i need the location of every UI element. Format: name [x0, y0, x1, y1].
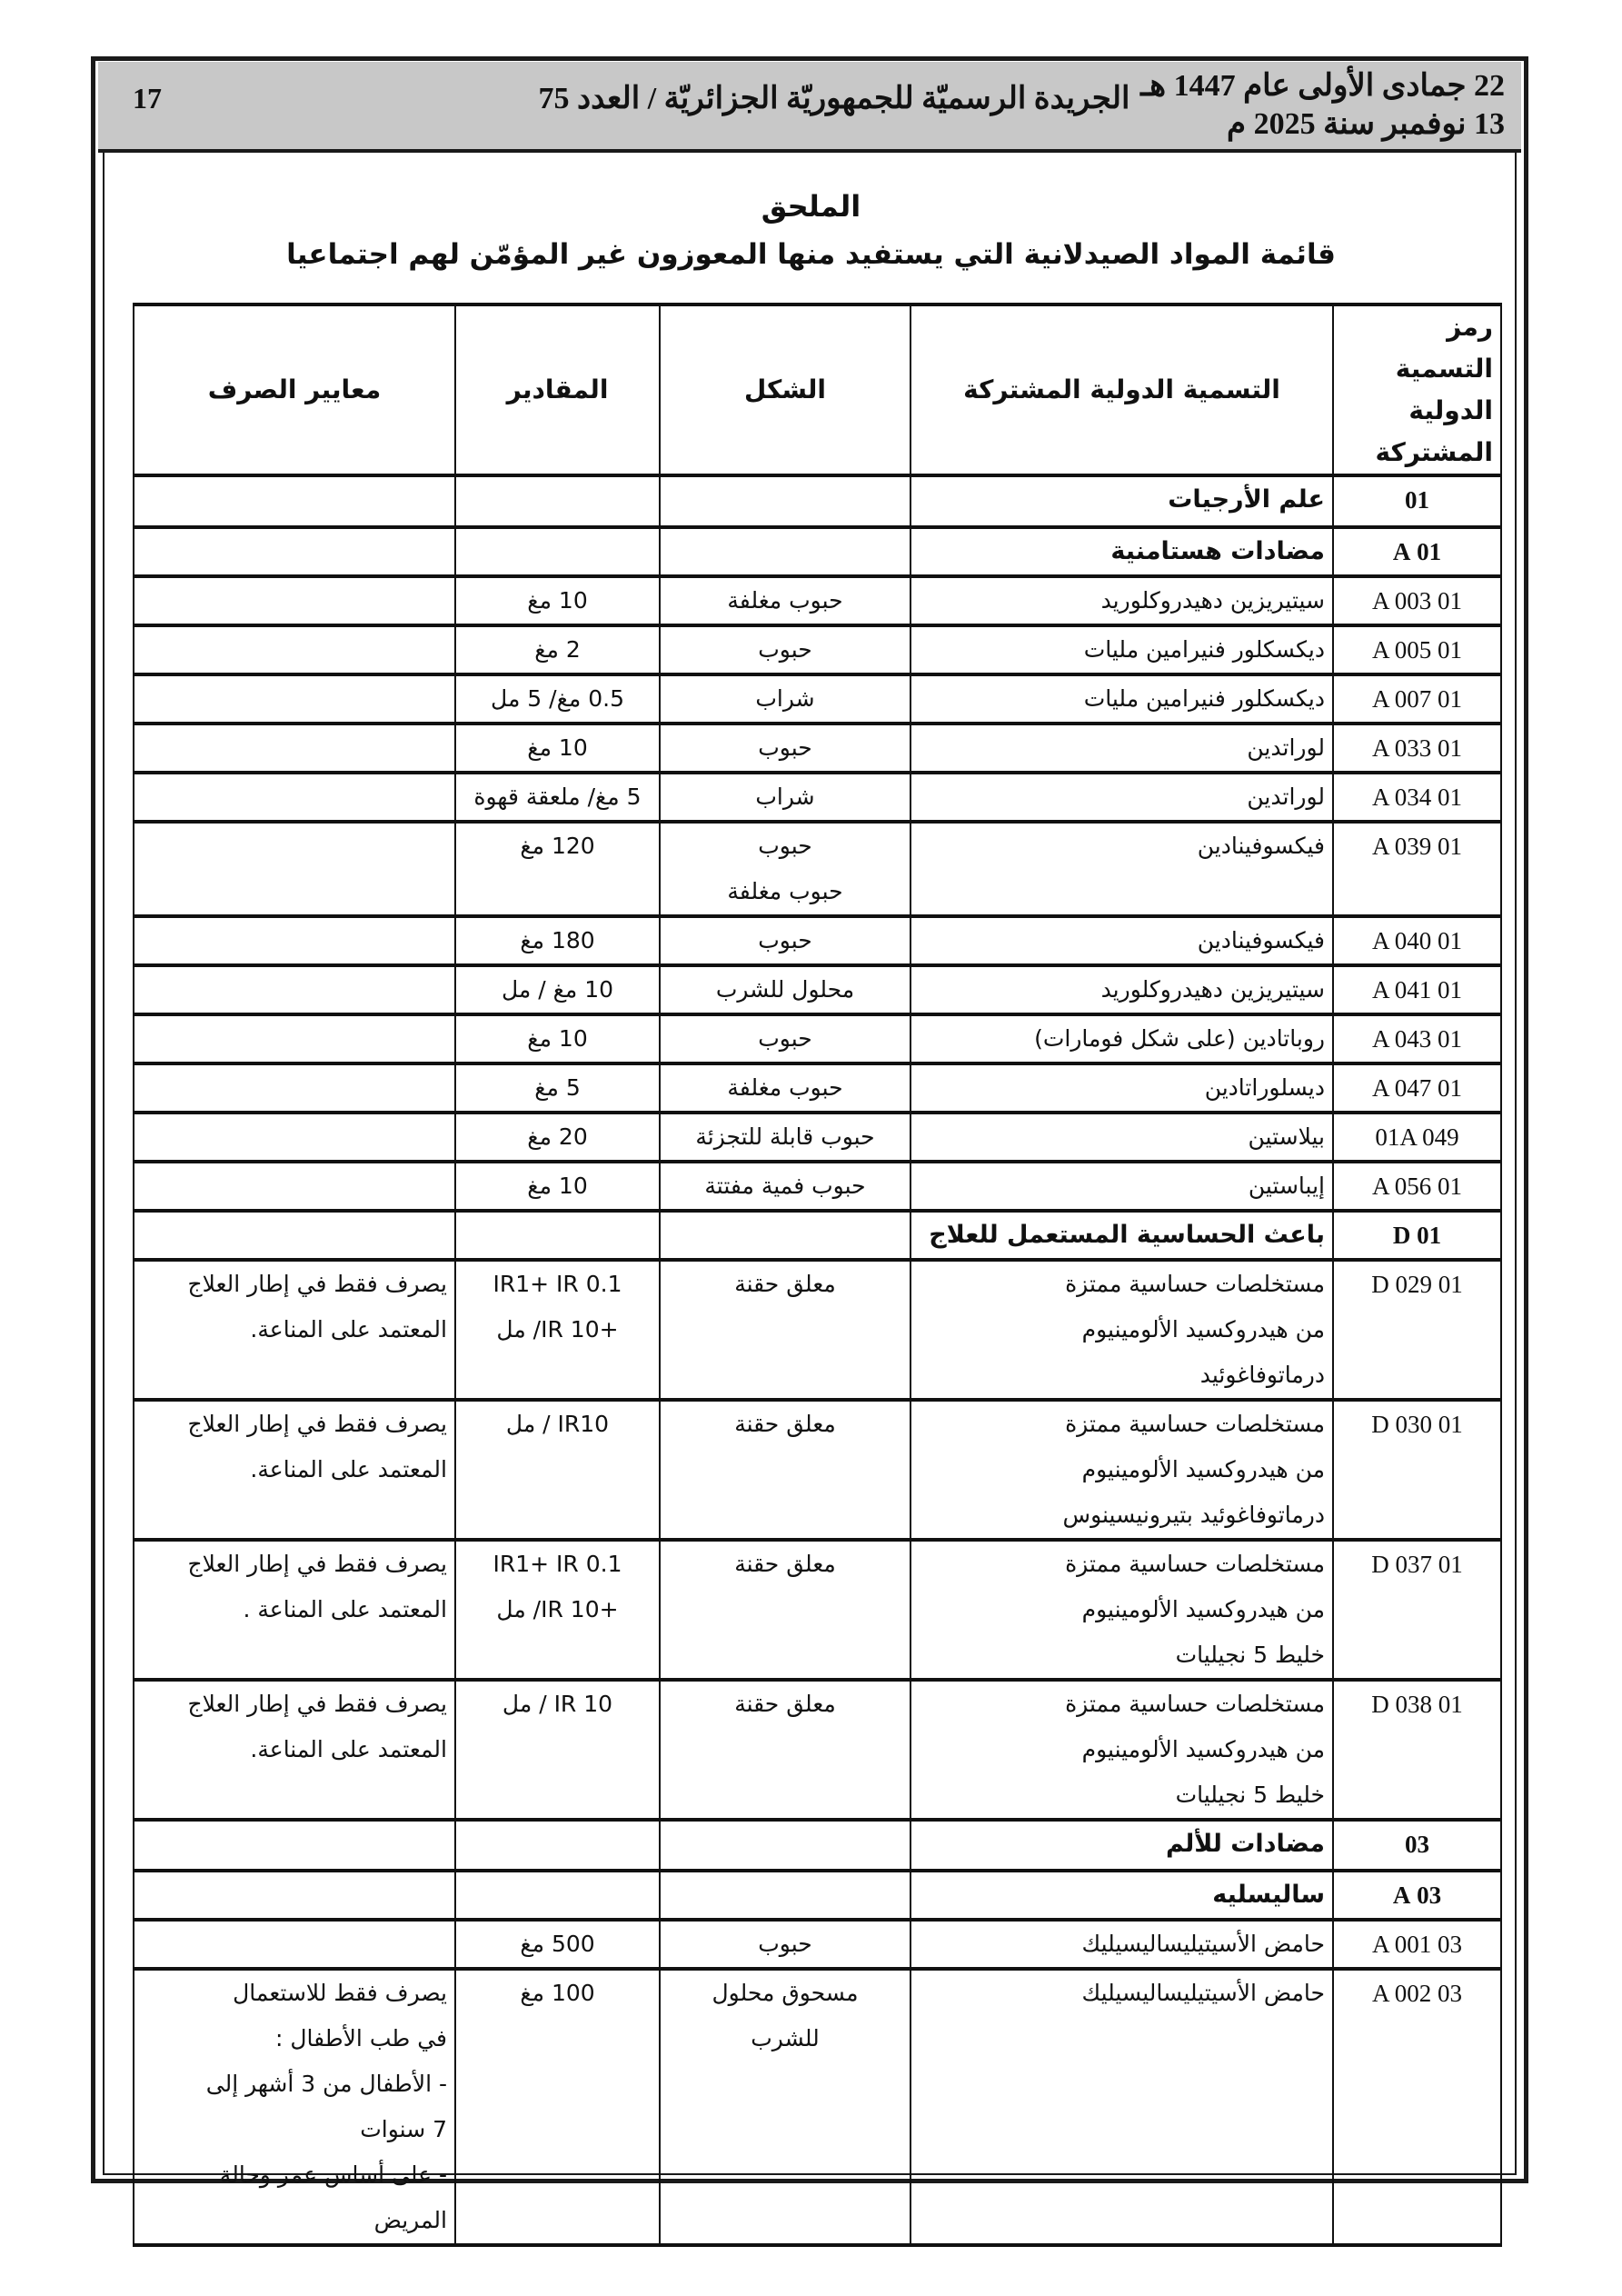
cell-code: 01 D [1333, 1211, 1501, 1260]
cell-form [660, 1820, 911, 1871]
table-row [134, 724, 1501, 773]
cell-dose [455, 527, 660, 576]
cell-code: 01 A 005 [1333, 625, 1501, 674]
cell-name [911, 773, 1333, 822]
cell-form-line: حبوب قابلة للتجزئة [695, 1123, 875, 1150]
table-row [134, 576, 1501, 625]
cell-criteria-line: يصرف فقط في إطار العلاج [187, 1551, 447, 1577]
cell-criteria-line: المريض [373, 2207, 447, 2233]
table-row [134, 625, 1501, 674]
cell-dose-line: 2 مغ [534, 636, 581, 663]
list-title: قائمة المواد الصيدلانية التي يستفيد منها المعوزون غير المؤمّن لهم اجتماعيا [286, 238, 1336, 271]
cell-name [911, 1014, 1333, 1063]
cell-form-line: شراب [755, 784, 815, 810]
cell-name-line: فيكسوفينادين [1197, 927, 1325, 953]
cell-dose-line: 10 مغ / مل [501, 976, 614, 1003]
section-row [134, 1211, 1501, 1260]
cell-dose [455, 1400, 660, 1540]
cell-form [660, 1540, 911, 1680]
cell-code: 01 A 056 [1333, 1162, 1501, 1211]
cell-code: 03 A [1333, 1871, 1501, 1920]
cell-name-line: درماتوفاغوئيد [1199, 1362, 1325, 1388]
cell-name [911, 576, 1333, 625]
cell-name-line: ديكسكلور فنيرامين مليات [1083, 685, 1325, 712]
cell-criteria [134, 576, 455, 625]
cell-dose [455, 1211, 660, 1260]
cell-code: 01 D 029 [1333, 1260, 1501, 1400]
cell-form [660, 475, 911, 527]
cell-criteria [134, 773, 455, 822]
cell-dose [455, 965, 660, 1014]
cell-name-line: باعث الحساسية المستعمل للعلاج [929, 1221, 1325, 1249]
cell-form-line: حبوب [758, 833, 812, 859]
cell-name-line: لوراتدين [1247, 784, 1325, 810]
cell-criteria [134, 1920, 455, 1969]
cell-name-line: مستخلصات حساسية ممتزة [1065, 1551, 1325, 1577]
cell-criteria [134, 1871, 455, 1920]
cell-form-line: محلول للشرب [715, 976, 855, 1003]
cell-form-line: حبوب [758, 1025, 812, 1052]
cell-form-line: حبوب مغلفة [727, 1074, 843, 1101]
cell-dose [455, 916, 660, 965]
cell-form [660, 1871, 911, 1920]
cell-criteria [134, 1260, 455, 1400]
cell-name-line: مستخلصات حساسية ممتزة [1065, 1271, 1325, 1297]
cell-name-line: من هيدروكسيد الألومينيوم [1081, 1456, 1325, 1482]
cell-name-line: بيلاستين [1248, 1123, 1325, 1150]
cell-code: 01 A [1333, 527, 1501, 576]
cell-dose [455, 1820, 660, 1871]
cell-dose [455, 1871, 660, 1920]
cell-criteria-line: يصرف فقط في إطار العلاج [187, 1411, 447, 1437]
cell-code: 03 A 002 [1333, 1969, 1501, 2245]
cell-code: 01 A 034 [1333, 773, 1501, 822]
cell-criteria-line: - على أساس عمر وحالة [219, 2161, 447, 2188]
cell-criteria [134, 527, 455, 576]
cell-name [911, 822, 1333, 916]
date-gregorian: 13 نوفمبر سنة 2025 م [1227, 107, 1505, 141]
cell-code: 01 A 047 [1333, 1063, 1501, 1113]
cell-name-line: ساليسليه [1212, 1881, 1325, 1909]
cell-name-line: حامض الأسيتيليساليسيليك [1081, 1980, 1325, 2006]
cell-dose [455, 724, 660, 773]
cell-form [660, 625, 911, 674]
cell-dose [455, 1260, 660, 1400]
table-row [134, 965, 1501, 1014]
cell-code: 03 A 001 [1333, 1920, 1501, 1969]
cell-form-line: حبوب [758, 734, 812, 761]
cell-name-line: سيتيريزين دهيدروكلوريد [1100, 976, 1325, 1003]
cell-criteria [134, 1211, 455, 1260]
cell-dose-line: 5 مغ/ ملعقة قهوة [473, 784, 642, 810]
cell-criteria [134, 625, 455, 674]
cell-dose-line: IR1+ IR 0.1 [493, 1271, 622, 1297]
cell-form-line: حبوب [758, 636, 812, 663]
cell-name [911, 1211, 1333, 1260]
cell-dose [455, 674, 660, 724]
cell-criteria [134, 1969, 455, 2245]
cell-criteria [134, 674, 455, 724]
cell-code: 01 A 039 [1333, 822, 1501, 916]
cell-code: 01 A 043 [1333, 1014, 1501, 1063]
cell-criteria-line: يصرف فقط في إطار العلاج [187, 1691, 447, 1717]
cell-criteria-line: يصرف فقط للاستعمال [233, 1980, 447, 2006]
cell-code: 01 A 007 [1333, 674, 1501, 724]
cell-dose-line: 120 مغ [520, 833, 595, 859]
cell-dose-line: +IR 10/ مل [496, 1596, 619, 1622]
table-row [134, 1260, 1501, 1400]
cell-dose-line: 0.5 مغ/ 5 مل [491, 685, 624, 712]
cell-form [660, 965, 911, 1014]
cell-criteria-line: المعتمد على المناعة. [250, 1456, 447, 1482]
table-row [134, 1540, 1501, 1680]
cell-criteria-line: 7 سنوات [360, 2116, 447, 2142]
cell-dose [455, 1014, 660, 1063]
cell-dose-line: 10 مغ [527, 1025, 588, 1052]
cell-name [911, 475, 1333, 527]
cell-name-line: ديسلوراتادين [1204, 1074, 1325, 1101]
cell-name-line: مستخلصات حساسية ممتزة [1065, 1411, 1325, 1437]
cell-form [660, 916, 911, 965]
cell-form [660, 1920, 911, 1969]
cell-dose [455, 1969, 660, 2245]
cell-name-line: إيباستين [1248, 1173, 1325, 1199]
cell-dose [455, 625, 660, 674]
cell-code: 01 D 038 [1333, 1680, 1501, 1820]
pharmaceutical-table [133, 303, 1502, 2247]
cell-code: 01 D 030 [1333, 1400, 1501, 1540]
cell-form-line: حبوب فمية مفتتة [704, 1173, 866, 1199]
cell-form [660, 1113, 911, 1162]
cell-name-line: من هيدروكسيد الألومينيوم [1081, 1596, 1325, 1622]
cell-criteria-line: في طب الأطفال : [274, 2025, 447, 2051]
table-row [134, 1162, 1501, 1211]
cell-name [911, 1820, 1333, 1871]
cell-name-line: من هيدروكسيد الألومينيوم [1081, 1316, 1325, 1343]
cell-name [911, 1680, 1333, 1820]
cell-criteria [134, 1063, 455, 1113]
cell-name-line: لوراتدين [1247, 734, 1325, 761]
section-row [134, 527, 1501, 576]
cell-form-line: حبوب [758, 1931, 812, 1957]
cell-code: 03 [1333, 1820, 1501, 1871]
cell-name [911, 674, 1333, 724]
cell-name-line: مضادات للألم [1165, 1830, 1325, 1858]
cell-name [911, 1871, 1333, 1920]
cell-code: 01 A 003 [1333, 576, 1501, 625]
cell-form-line: معلق حقنة [734, 1411, 836, 1437]
journal-title: الجريدة الرسميّة للجمهوريّة الجزائريّة / العدد 75 [538, 82, 1130, 115]
cell-criteria [134, 822, 455, 916]
cell-dose-line: 20 مغ [527, 1123, 588, 1150]
cell-form [660, 1162, 911, 1211]
cell-code: 01 D 037 [1333, 1540, 1501, 1680]
cell-name [911, 1260, 1333, 1400]
cell-criteria-line: يصرف فقط في إطار العلاج [187, 1271, 447, 1297]
cell-dose [455, 773, 660, 822]
cell-dose-line: +IR 10/ مل [496, 1316, 619, 1343]
cell-criteria [134, 1113, 455, 1162]
cell-form [660, 1969, 911, 2245]
page-header [98, 62, 1521, 153]
table-row [134, 1014, 1501, 1063]
cell-name [911, 1920, 1333, 1969]
table-row [134, 1400, 1501, 1540]
cell-form-line: مسحوق محلول [711, 1980, 859, 2006]
page-number: 17 [133, 82, 162, 115]
table-row [134, 1113, 1501, 1162]
table-row [134, 1920, 1501, 1969]
cell-name [911, 527, 1333, 576]
col-header-criteria: معايير الصرف [134, 304, 455, 475]
cell-name-line: من هيدروكسيد الألومينيوم [1081, 1736, 1325, 1762]
cell-criteria [134, 1162, 455, 1211]
cell-dose-line: IR1+ IR 0.1 [493, 1551, 622, 1577]
cell-name-line: فيكسوفينادين [1197, 833, 1325, 859]
cell-name-line: درماتوفاغوئيد بتيرونيسينوس [1062, 1502, 1325, 1528]
cell-dose [455, 1680, 660, 1820]
cell-dose [455, 1113, 660, 1162]
cell-criteria-line: - الأطفال من 3 أشهر إلى [205, 2071, 447, 2097]
cell-dose-line: 10 مغ [527, 734, 588, 761]
table-row [134, 1969, 1501, 2245]
section-row [134, 475, 1501, 527]
cell-name-line: مستخلصات حساسية ممتزة [1065, 1691, 1325, 1717]
cell-criteria [134, 1820, 455, 1871]
cell-form-line: للشرب [751, 2025, 820, 2051]
cell-name [911, 1400, 1333, 1540]
table-row [134, 822, 1501, 916]
cell-code: 01 [1333, 475, 1501, 527]
cell-form-line: معلق حقنة [734, 1691, 836, 1717]
cell-name [911, 724, 1333, 773]
cell-dose [455, 475, 660, 527]
cell-dose-line: 5 مغ [534, 1074, 581, 1101]
cell-name-line: حامض الأسيتيليساليسيليك [1081, 1931, 1325, 1957]
cell-criteria [134, 1680, 455, 1820]
table-row [134, 916, 1501, 965]
table-row [134, 773, 1501, 822]
cell-form [660, 1400, 911, 1540]
cell-form [660, 1014, 911, 1063]
section-row [134, 1871, 1501, 1920]
cell-criteria [134, 475, 455, 527]
cell-dose-line: 100 مغ [520, 1980, 595, 2006]
cell-form [660, 1260, 911, 1400]
cell-form [660, 822, 911, 916]
cell-name-line: خليط 5 نجيليات [1175, 1782, 1325, 1808]
table-row [134, 1680, 1501, 1820]
cell-dose-line: 10 مغ [527, 1173, 588, 1199]
section-row [134, 1820, 1501, 1871]
cell-name-line: ديكسكلور فنيرامين مليات [1083, 636, 1325, 663]
cell-form-line: معلق حقنة [734, 1551, 836, 1577]
table-header-row [134, 304, 1501, 475]
cell-criteria [134, 1400, 455, 1540]
table-row [134, 1063, 1501, 1113]
cell-dose [455, 1540, 660, 1680]
cell-form [660, 674, 911, 724]
cell-criteria-line: المعتمد على المناعة . [243, 1596, 447, 1622]
cell-dose [455, 1920, 660, 1969]
cell-criteria-line: المعتمد على المناعة. [250, 1736, 447, 1762]
cell-name-line: علم الأرجيات [1168, 485, 1325, 514]
col-header-form: الشكل [660, 304, 911, 475]
cell-form [660, 773, 911, 822]
cell-criteria-line: المعتمد على المناعة. [250, 1316, 447, 1343]
cell-criteria [134, 1540, 455, 1680]
cell-form [660, 1211, 911, 1260]
cell-code: 01 A 041 [1333, 965, 1501, 1014]
cell-dose-line: IR 10 / مل [502, 1691, 613, 1717]
cell-criteria [134, 916, 455, 965]
cell-name-line: مضادات هستامنية [1110, 537, 1325, 565]
cell-criteria [134, 724, 455, 773]
cell-dose-line: 10 مغ [527, 587, 588, 614]
cell-code: 01A 049 [1333, 1113, 1501, 1162]
cell-criteria [134, 1014, 455, 1063]
cell-name-line: سيتيريزين دهيدروكلوريد [1100, 587, 1325, 614]
cell-dose [455, 576, 660, 625]
cell-name [911, 1540, 1333, 1680]
cell-code: 01 A 033 [1333, 724, 1501, 773]
header-dates [1140, 67, 1505, 144]
cell-form-line: معلق حقنة [734, 1271, 836, 1297]
date-hijri: 22 جمادى الأولى عام 1447 هـ [1140, 69, 1505, 103]
cell-dose-line: IR10 / مل [505, 1411, 610, 1437]
cell-name [911, 1162, 1333, 1211]
col-header-name: التسمية الدولية المشتركة [911, 304, 1333, 475]
col-header-dose: المقادير [455, 304, 660, 475]
cell-name [911, 965, 1333, 1014]
table-row [134, 674, 1501, 724]
cell-form-line: شراب [755, 685, 815, 712]
annex-title: الملحق [761, 189, 861, 224]
cell-form-line: حبوب مغلفة [727, 587, 843, 614]
cell-name [911, 625, 1333, 674]
cell-criteria [134, 965, 455, 1014]
cell-name-line: خليط 5 نجيليات [1175, 1642, 1325, 1668]
cell-form [660, 1680, 911, 1820]
cell-name [911, 1063, 1333, 1113]
cell-name [911, 1113, 1333, 1162]
cell-code: 01 A 040 [1333, 916, 1501, 965]
cell-dose-line: 180 مغ [520, 927, 595, 953]
cell-form [660, 724, 911, 773]
cell-dose [455, 822, 660, 916]
cell-name [911, 1969, 1333, 2245]
cell-name-line: روباتادين (على شكل فومارات) [1034, 1025, 1325, 1052]
cell-dose [455, 1162, 660, 1211]
cell-form-line: حبوب مغلفة [727, 878, 843, 904]
col-header-code: رمز التسمية الدولية المشتركة [1333, 304, 1501, 475]
cell-form-line: حبوب [758, 927, 812, 953]
cell-dose [455, 1063, 660, 1113]
cell-form [660, 527, 911, 576]
cell-form [660, 576, 911, 625]
cell-dose-line: 500 مغ [520, 1931, 595, 1957]
cell-form [660, 1063, 911, 1113]
cell-name [911, 916, 1333, 965]
